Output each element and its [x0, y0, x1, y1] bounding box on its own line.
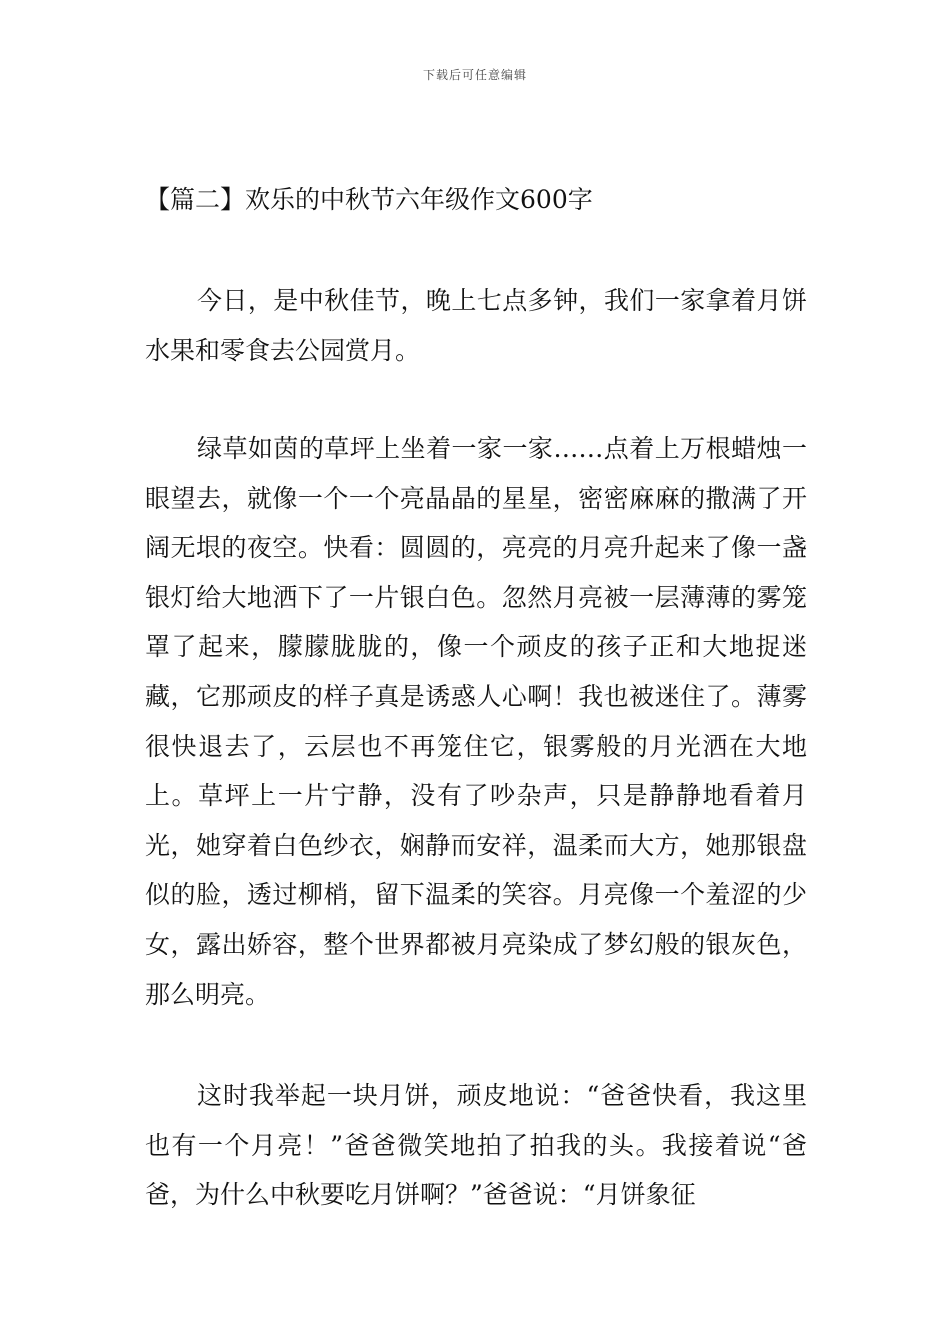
paragraph-2: 绿草如茵的草坪上坐着一家一家……点着上万根蜡烛一眼望去，就像一个一个亮晶晶的星星，密密麻麻的撒满了开阔无垠的夜空。快看：圆圆的，亮亮的月亮升起来了像一盏银灯给大地洒下了一片银白色。忽然月亮被一层薄薄的雾笼罩了起来，朦朦胧胧的，像一个顽皮的孩子正和大地捉迷藏，它那顽皮的样子真是诱惑人心啊！我也被迷住了。薄雾很快退去了，云层也不再笼住它，银雾般的月光洒在大地上。草坪上一片宁静，没有了吵杂声，只是静静地看着月光，她穿着白色纱衣，娴静而安祥，温柔而大方，她那银盘似的脸，透过柳梢，留下温柔的笑容。月亮像一个羞涩的少女，露出娇容，整个世界都被月亮染成了梦幻般的银灰色，那么明亮。 — [145, 434, 807, 1009]
page-header-note: 下载后可任意编辑 — [422, 68, 527, 82]
paragraph-1: 今日，是中秋佳节，晚上七点多钟，我们一家拿着月饼水果和零食去公园赏月。 — [145, 286, 807, 365]
document-title: 【篇二】欢乐的中秋节六年级作文600字 — [145, 185, 593, 214]
paragraph-3: 这时我举起一块月饼，顽皮地说：“爸爸快看，我这里也有一个月亮！”爸爸微笑地拍了拍我的头。我接着说“爸爸，为什么中秋要吃月饼啊？”爸爸说：“月饼象征 — [145, 1081, 807, 1210]
